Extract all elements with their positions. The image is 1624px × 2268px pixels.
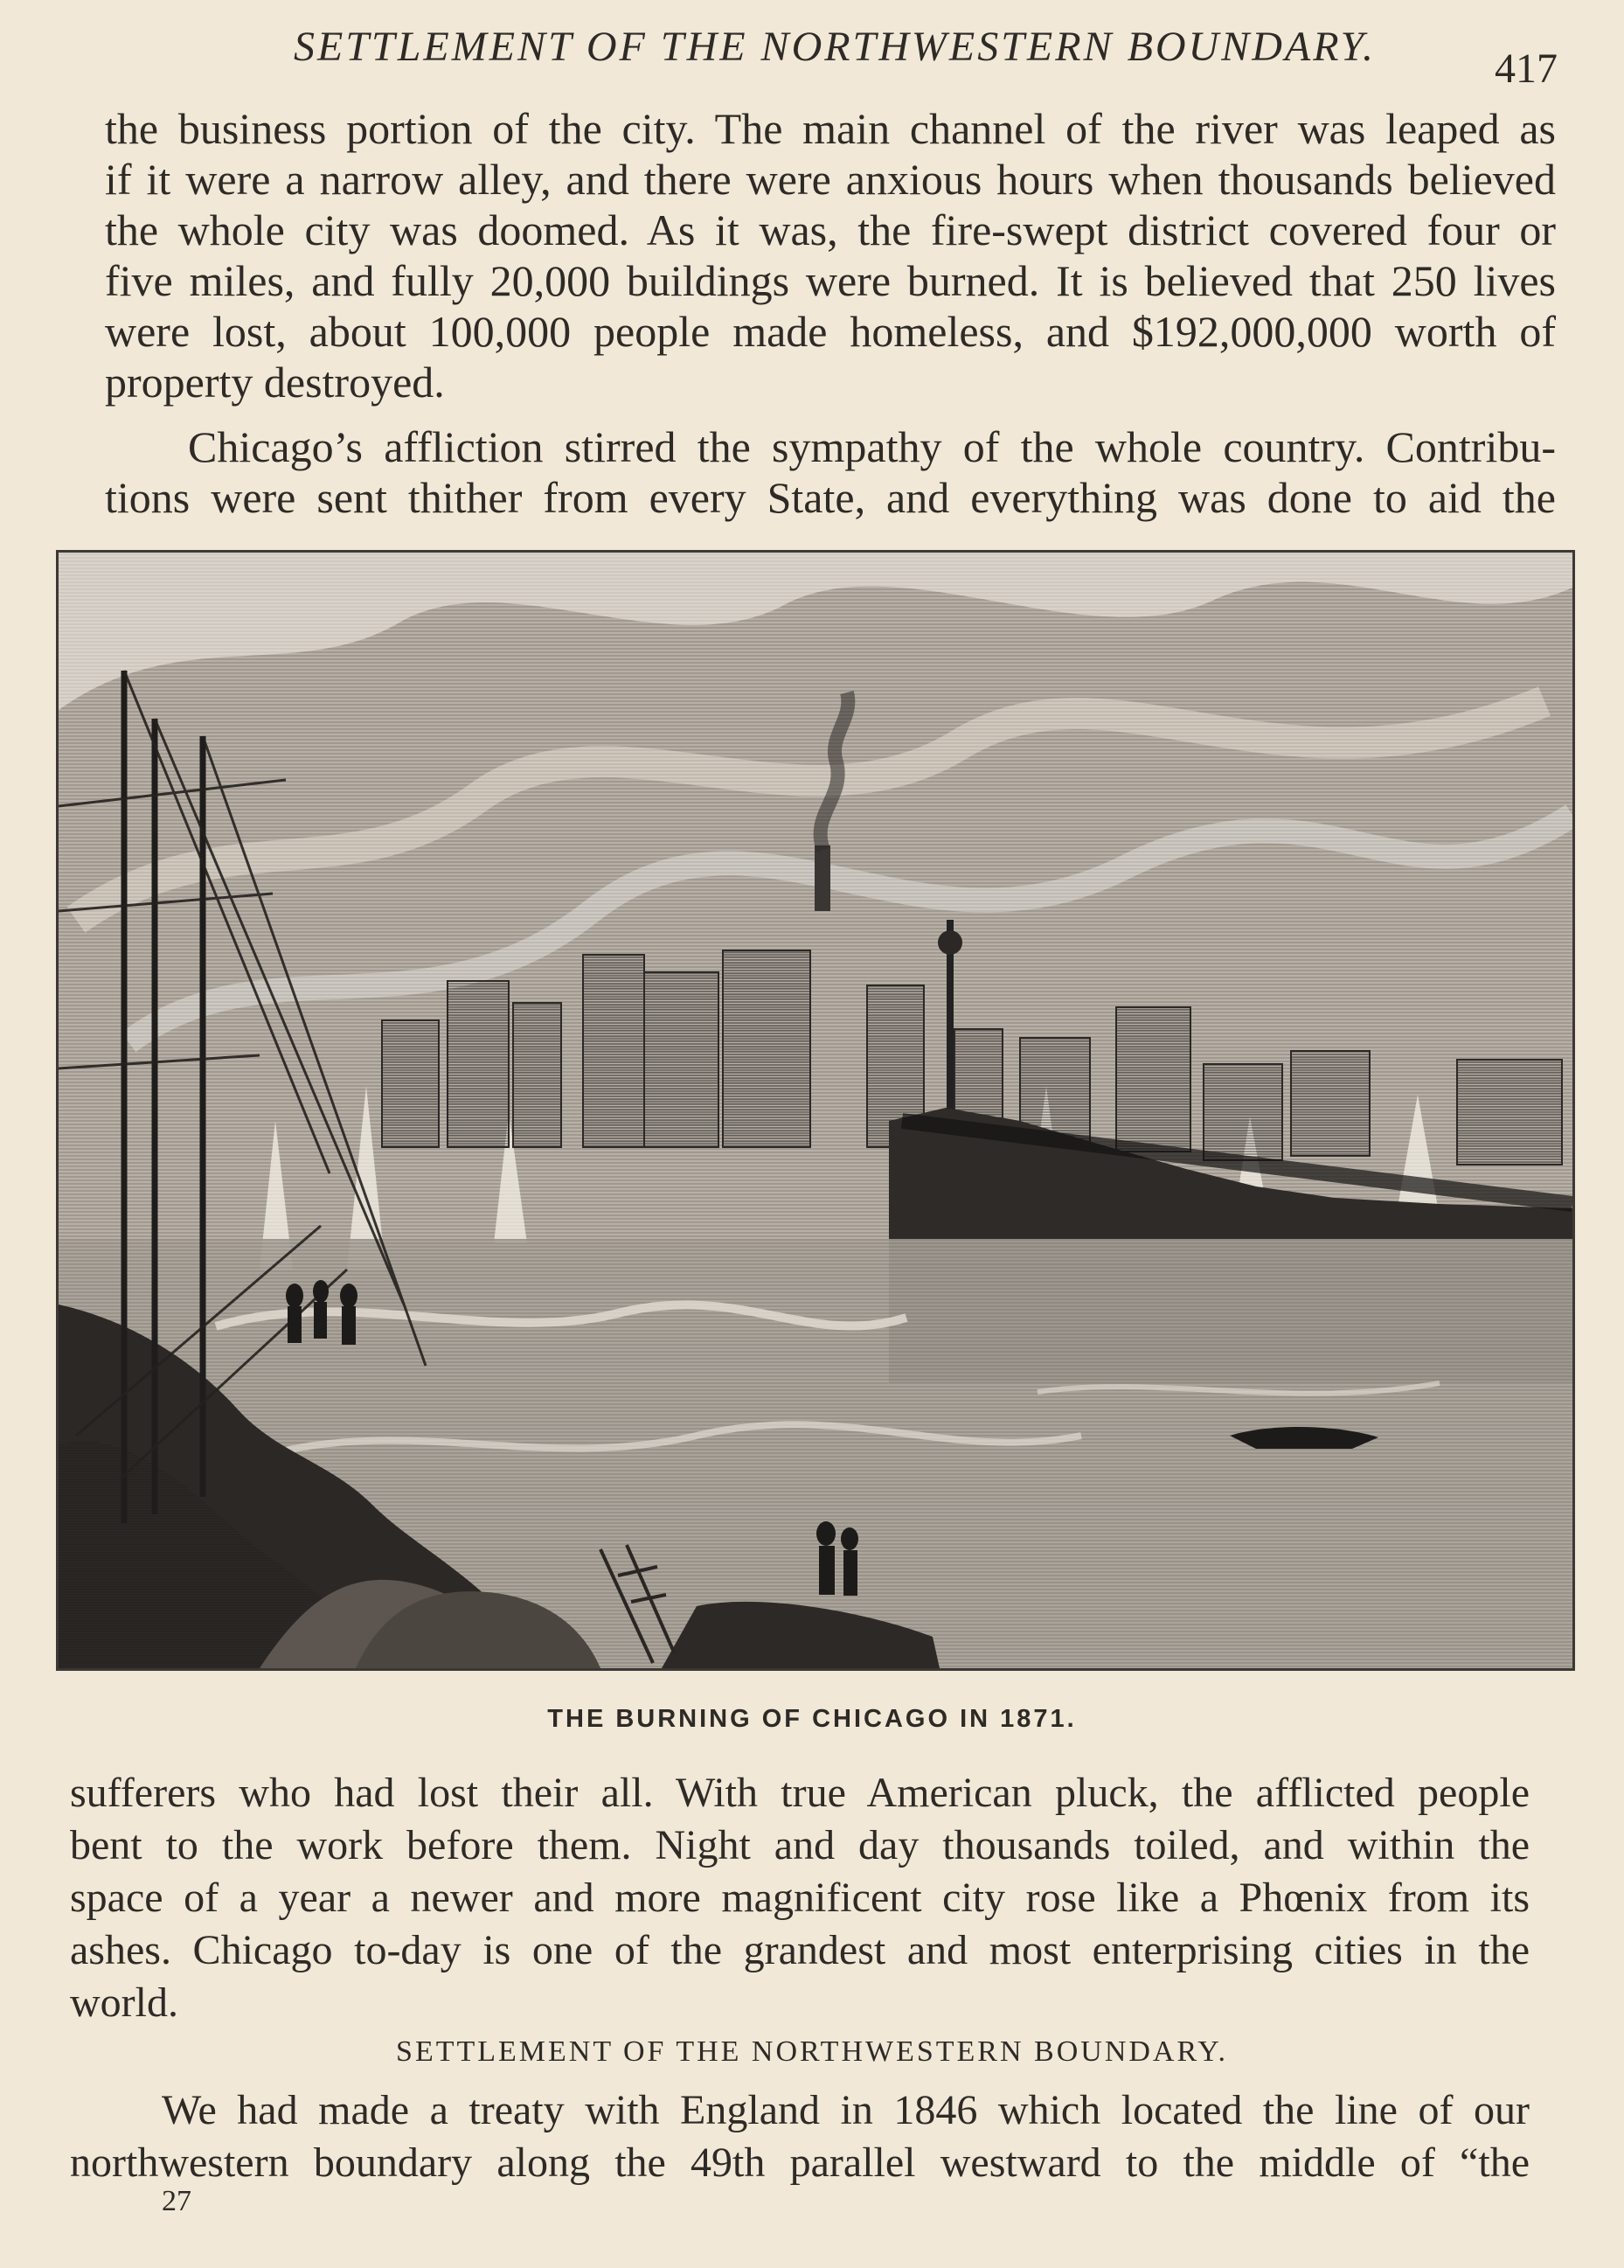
signature-mark: 27: [162, 2185, 191, 2217]
bottom-paragraph-line-1: sufferers who had lost their all. With true American pluck, the afflicted people: [70, 1770, 1530, 1816]
page-number: 417: [1495, 45, 1558, 92]
section-paragraph-line-2: northwestern boundary along the 49th parallel westward to the middle of “the: [70, 2139, 1530, 2186]
engraving-illustration: [59, 553, 1572, 1668]
top-paragraph-line-3: the whole city was doomed. As it was, the fire-swept district covered four or: [105, 205, 1556, 254]
second-paragraph-line-1: Chicago’s affliction stirred the sympathy of the whole country. Contribu-: [188, 422, 1556, 471]
section-paragraph-line-1: We had made a treaty with England in 1846 which located the line of our: [162, 2087, 1530, 2133]
section-heading: SETTLEMENT OF THE NORTHWESTERN BOUNDARY.: [396, 2035, 1228, 2068]
top-paragraph-line-6: property destroyed.: [105, 358, 445, 407]
bottom-paragraph-line-5: world.: [70, 1979, 178, 2026]
bottom-paragraph-line-4: ashes. Chicago to-day is one of the grandest and most enterprising cities in the: [70, 1927, 1530, 1973]
top-paragraph-line-2: if it were a narrow alley, and there were anxious hours when thousands believed: [105, 155, 1556, 204]
top-paragraph-line-1: the business portion of the city. The main channel of the river was leaped as: [105, 104, 1556, 153]
second-paragraph-line-2: tions were sent thither from every State, and everything was done to aid the: [105, 473, 1556, 522]
top-paragraph-line-5: were lost, about 100,000 people made homeless, and $192,000,000 worth of: [105, 307, 1556, 356]
bottom-paragraph-line-2: bent to the work before them. Night and day thousands toiled, and within the: [70, 1822, 1530, 1868]
engraving-burning-of-chicago: [56, 550, 1575, 1671]
running-header: SETTLEMENT OF THE NORTHWESTERN BOUNDARY.: [294, 24, 1376, 70]
top-paragraph-line-4: five miles, and fully 20,000 buildings were burned. It is believed that 250 lives: [105, 256, 1556, 305]
figure-caption: THE BURNING OF CHICAGO IN 1871.: [547, 1705, 1077, 1733]
bottom-paragraph-line-3: space of a year a newer and more magnificent city rose like a Phœnix from its: [70, 1875, 1530, 1921]
